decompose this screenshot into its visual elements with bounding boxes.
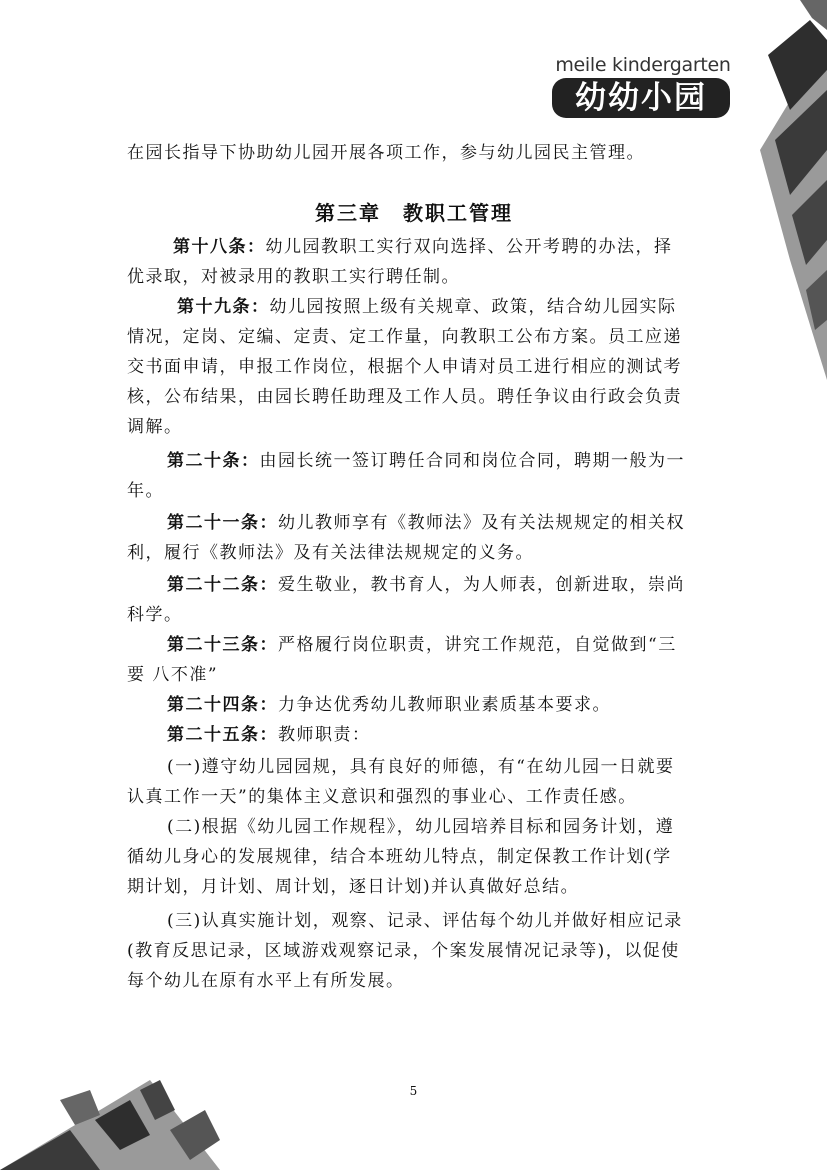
article-18-line-2: 优录取，对被录用的教职工实行聘任制。 [127,267,460,287]
item-1-line-1: (一)遵守幼儿园园规，具有良好的师德，有“在幼儿园一日就要 [167,757,675,777]
intro-line: 在园长指导下协助幼儿园开展各项工作，参与幼儿园民主管理。 [127,143,645,163]
article-22-line-2: 科学。 [127,605,183,625]
page-number: 5 [409,1084,418,1098]
article-22-label: 第二十二条： [167,575,278,595]
article-20-line-1: 第二十条：由园长统一签订聘任合同和岗位合同，聘期一般为一 [167,451,685,471]
article-18-label: 第十八条： [173,237,266,257]
article-22-line-1: 第二十二条：爱生敬业，教书育人，为人师表，创新进取，崇尚 [167,575,685,595]
article-20-label: 第二十条： [167,451,260,471]
chapter-number: 第三章 [315,201,381,225]
article-25-line-1: 第二十五条：教师职责： [167,725,371,745]
article-23-label: 第二十三条： [167,635,278,655]
article-19-line-5: 调解。 [127,417,183,437]
article-21-line-2: 利，履行《教师法》及有关法律法规规定的义务。 [127,543,534,563]
kindergarten-logo [548,54,738,120]
article-25-label: 第二十五条： [167,725,278,745]
logo-english-text: meile kindergarten [555,54,731,76]
item-2-line-3: 期计划，月计划、周计划，逐日计划)并认真做好总结。 [127,877,580,897]
item-3-line-3: 每个幼儿在原有水平上有所发展。 [127,971,405,991]
top-right-stripes [760,0,827,380]
item-3-line-2: (教育反思记录，区域游戏观察记录，个案发展情况记录等)，以促使 [127,941,680,961]
item-2-line-1: (二)根据《幼儿园工作规程》，幼儿园培养目标和园务计划，遵 [167,817,675,837]
chapter-name: 教职工管理 [403,201,513,225]
article-18-line-1: 第十八条：幼儿园教职工实行双向选择、公开考聘的办法，择 [173,237,673,257]
article-19-line-4: 核，公布结果，由园长聘任助理及工作人员。聘任争议由行政会负责 [127,387,682,407]
article-19-line-3: 交书面申请，申报工作岗位，根据个人申请对员工进行相应的测试考 [127,357,682,377]
item-1-line-2: 认真工作一天”的集体主义意识和强烈的事业心、工作责任感。 [127,787,637,807]
item-3-line-1: (三)认真实施计划，观察、记录、评估每个幼儿并做好相应记录 [167,911,683,931]
article-19-label: 第十九条： [177,297,270,317]
logo-chinese-text: 幼幼小园 [552,78,730,118]
item-2-line-2: 循幼儿身心的发展规律，结合本班幼儿特点，制定保教工作计划(学 [127,847,672,867]
article-19-line-1: 第十九条：幼儿园按照上级有关规章、政策，结合幼儿园实际 [177,297,677,317]
chapter-title [127,197,701,226]
article-23-line-1: 第二十三条：严格履行岗位职责，讲究工作规范，自觉做到“三 [167,635,677,655]
article-21-label: 第二十一条： [167,513,278,533]
article-20-line-2: 年。 [127,481,164,501]
article-24-line-1: 第二十四条：力争达优秀幼儿教师职业素质基本要求。 [167,695,611,715]
article-24-label: 第二十四条： [167,695,278,715]
article-23-line-2: 要 八不准” [127,665,219,685]
article-21-line-1: 第二十一条：幼儿教师享有《教师法》及有关法规规定的相关权 [167,513,685,533]
article-19-line-2: 情况，定岗、定编、定责、定工作量，向教职工公布方案。员工应递 [127,327,682,347]
